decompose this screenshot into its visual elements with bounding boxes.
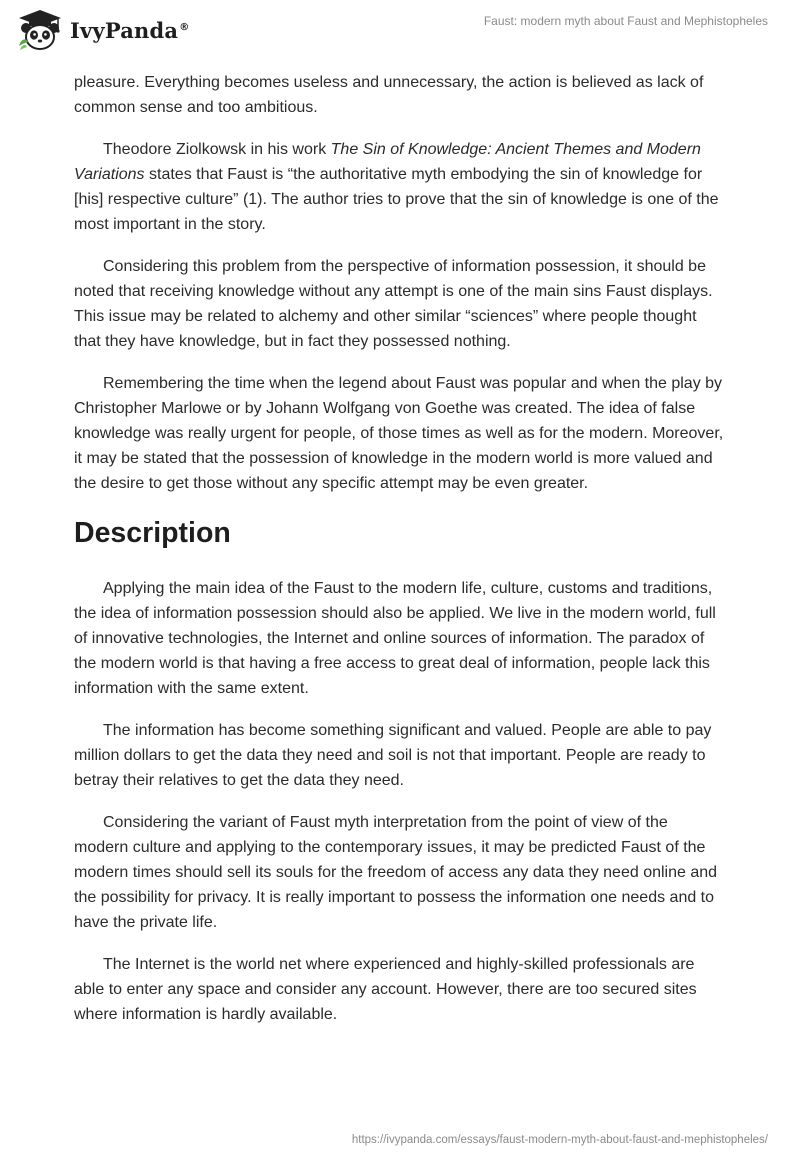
essay-body — [74, 70, 726, 1044]
paragraph — [74, 137, 726, 237]
page-header — [0, 0, 800, 64]
paragraph: Considering the variant of Faust myth interpretation from the point of view of the modern culture and applying to the contemporary issues, it may be predicted Faust of the modern times should sell its souls for the freedom of access any data they need online and the possibility for privacy. It is really important to possess the information one needs and to have the private life. — [74, 814, 718, 931]
paragraph: The information has become something significant and valued. People are able to pay million dollars to get the data they need and soil is not that important. People are ready to betray their relatives to get the data they need. — [74, 722, 712, 789]
logo-wordmark: IvyPanda® — [70, 17, 190, 43]
document-title: Faust: modern myth about Faust and Mephistopheles — [483, 14, 768, 28]
ivypanda-logo[interactable] — [16, 8, 189, 52]
paragraph: Considering this problem from the perspective of information possession, it should be noted that receiving knowledge without any attempt is one of the main sins Faust displays. This issue may be related to alchemy and other similar “sciences” where people thought that they have knowledge, but in fact they possessed nothing. — [74, 258, 713, 350]
registered-mark: ® — [179, 21, 190, 33]
section-heading: Description — [74, 517, 231, 549]
source-url-link[interactable]: https://ivypanda.com/essays/faust-modern-myth-about-faust-and-mephistopheles/ — [351, 1134, 768, 1146]
paragraph: Remembering the time when the legend about Faust was popular and when the play by Christopher Marlowe or by Johann Wolfgang von Goethe was created. The idea of false knowledge was really urgent for people, of those times as well as for the modern. Moreover, it may be stated that the possession of knowledge in the modern world is more valued and the desire to get those without any specific attempt may be even greater. — [74, 375, 724, 492]
book-title: The Sin of Knowledge: Ancient Themes and Modern Variations — [74, 141, 701, 183]
paragraph: Applying the main idea of the Faust to the modern life, culture, customs and traditions, the idea of information possession should also be applied. We live in the modern world, full of innovative technologies, the Internet and online sources of information. The paradox of the modern world is that having a free access to great deal of information, people lack this information with the same extent. — [74, 580, 716, 697]
paragraph-continuation: pleasure. Everything becomes useless and unnecessary, the action is believed as lack of common sense and too ambitious. — [74, 74, 704, 116]
paragraph-text: Theodore Ziolkowsk in his work — [103, 141, 331, 158]
panda-graduate-icon — [16, 8, 64, 52]
paragraph-text: states that Faust is “the authoritative myth embodying the sin of knowledge for [his] respective culture” (1). The author tries to prove that the sin of knowledge is one of the most important in the story. — [74, 166, 719, 233]
paragraph: The Internet is the world net where experienced and highly-skilled professionals are able to enter any space and consider any account. However, there are too secured sites where information is hardly available. — [74, 956, 697, 1023]
